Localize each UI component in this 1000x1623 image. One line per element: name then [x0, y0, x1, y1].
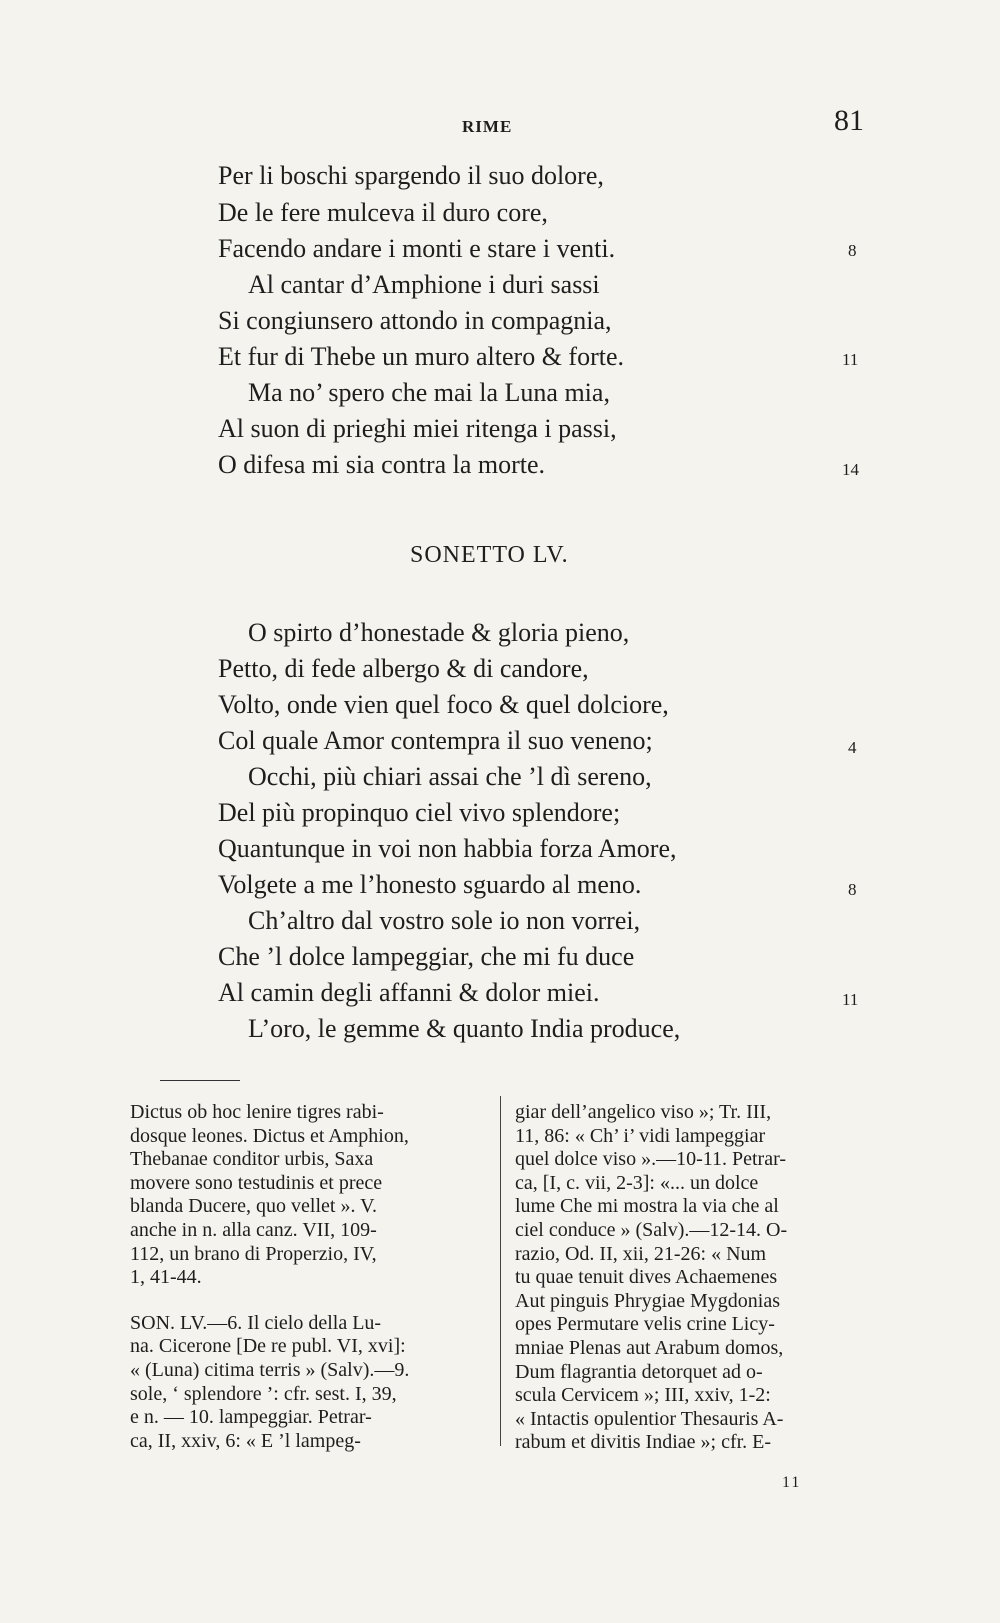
poem-line: De le fere mulceva il duro core, [218, 198, 548, 227]
note-line: Aut pinguis Phrygiae Mygdonias [515, 1289, 780, 1312]
poem-line: Et fur di Thebe un muro altero & forte. [218, 342, 625, 371]
note-line: movere sono testudinis et prece [130, 1171, 383, 1194]
poem-line: Per li boschi spargendo il suo dolore, [218, 161, 604, 190]
note-line: mniae Plenas aut Arabum domos, [515, 1336, 784, 1359]
note-line: blanda Ducere, quo vellet ». V. [130, 1195, 377, 1218]
note-line: razio, Od. II, xii, 21-26: « Num [515, 1242, 767, 1265]
poem-line: Facendo andare i monti e stare i venti. [218, 234, 616, 263]
note-line: e n. — 10. lampeggiar. Petrar- [130, 1406, 372, 1429]
sonnet-line: L’oro, le gemme & quanto India produce, [248, 1014, 681, 1043]
note-line: ciel conduce » (Salv).—12-14. O- [515, 1218, 788, 1241]
sonnet-line: Quantunque in voi non habbia forza Amore, [218, 834, 677, 863]
poem-line: Ma no’ spero che mai la Luna mia, [248, 378, 610, 407]
note-line: anche in n. alla canz. VII, 109- [130, 1218, 377, 1241]
note-line: giar dell’angelico viso »; Tr. III, [515, 1101, 772, 1123]
sonnet-heading: SONETTO LV. [410, 542, 569, 568]
line-number: 11 [842, 350, 859, 369]
note-line: na. Cicerone [De re publ. VI, xvi]: [130, 1335, 406, 1358]
note-line: sole, ‘ splendore ’: cfr. sest. I, 39, [130, 1382, 397, 1405]
sonnet-line: Ch’altro dal vostro sole io non vorrei, [248, 906, 641, 935]
notes-right-column [515, 1101, 875, 1455]
note-line: quel dolce viso ».—10-11. Petrar- [515, 1148, 787, 1171]
note-line: 112, un brano di Properzio, IV, [130, 1242, 377, 1265]
line-number: 14 [842, 460, 859, 479]
sonnet-line: Che ’l dolce lampeggiar, che mi fu duce [218, 942, 635, 971]
sonnet-line: Petto, di fede albergo & di candore, [218, 654, 589, 683]
note-spacer [130, 1290, 485, 1312]
note-line: 11, 86: « Ch’ i’ vidi lampeggiar [515, 1124, 766, 1147]
poem-line: O difesa mi sia contra la morte. [218, 450, 546, 479]
note-line: scula Cervicem »; III, xxiv, 1-2: [515, 1384, 771, 1407]
sonnet-line: Del più propinquo ciel vivo splendore; [218, 798, 621, 827]
note-line: ca, II, xxiv, 6: « E ’l lampeg- [130, 1429, 361, 1452]
line-number: 4 [848, 738, 857, 757]
signature-mark: 11 [782, 1474, 802, 1491]
line-number: 8 [848, 241, 857, 260]
sonnet-line: Volgete a me l’honesto sguardo al meno. [218, 870, 642, 899]
column-divider [500, 1096, 501, 1446]
sonnet-line: Col quale Amor contempra il suo veneno; [218, 726, 653, 755]
note-line: 1, 41-44. [130, 1266, 202, 1289]
note-line: ca, [I, c. vii, 2-3]: «... un dolce [515, 1171, 759, 1194]
sonnet-line: Occhi, più chiari assai che ’l dì sereno, [248, 762, 652, 791]
sonnet-line: O spirto d’honestade & gloria pieno, [248, 618, 630, 647]
poem-line: Si congiunsero attondo in compagnia, [218, 306, 612, 335]
page-number: 81 [834, 104, 864, 137]
note-line: « Intactis opulentior Thesauris A- [515, 1407, 784, 1430]
note-line: Dictus ob hoc lenire tigres rabi- [130, 1101, 384, 1123]
line-number: 8 [848, 880, 857, 899]
poem-line: Al cantar d’Amphione i duri sassi [248, 270, 600, 299]
poem-line: Al suon di prieghi miei ritenga i passi, [218, 414, 617, 443]
note-line: tu quae tenuit dives Achaemenes [515, 1266, 778, 1289]
line-number: 11 [842, 990, 859, 1009]
note-line: lume Che mi mostra la via che al [515, 1195, 779, 1218]
note-line: « (Luna) citima terris » (Salv).—9. [130, 1358, 410, 1381]
note-line: SON. LV.—6. Il cielo della Lu- [130, 1311, 382, 1334]
note-line: dosque leones. Dictus et Amphion, [130, 1124, 409, 1147]
note-line: Dum flagrantia detorquet ad o- [515, 1360, 763, 1383]
notes-left-column [130, 1101, 485, 1453]
note-line: rabum et divitis Indiae »; cfr. E- [515, 1431, 772, 1454]
running-head: RIME [462, 117, 513, 136]
sonnet-line: Al camin degli affanni & dolor miei. [218, 978, 600, 1007]
note-line: Thebanae conditor urbis, Saxa [130, 1148, 374, 1171]
footnote-rule [160, 1080, 240, 1081]
note-line: opes Permutare velis crine Licy- [515, 1313, 775, 1336]
sonnet-line: Volto, onde vien quel foco & quel dolciore, [218, 690, 669, 719]
